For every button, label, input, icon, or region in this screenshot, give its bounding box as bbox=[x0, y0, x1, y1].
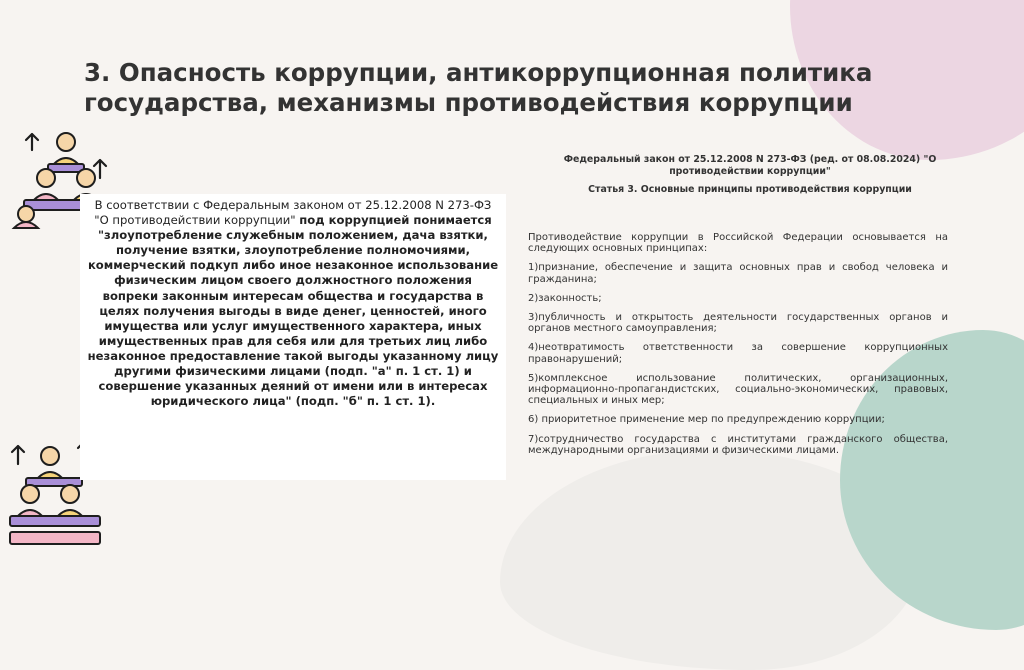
article-title: Статья 3. Основные принципы противодействия коррупции bbox=[588, 184, 912, 195]
corruption-definition: под коррупцией понимается "злоупотребление служебным положением, дача взятки, получение взятки, злоупотребление полномочиями, коммерческий подкуп либо иное незаконное использование физическим лицом своего должностного положения вопреки законным интересам общества и государства в целях получения выгоды в виде денег, ценностей, иного имущества или услуг имущественного характера, иных имущественных прав для себя или для третьих лиц либо незаконное предоставление такой выгоды указанному лицу другими физическими лицами (подп. "а" п. 1 ст. 1) и совершение указанных деяний от имени или в интересах юридического лица" (подп. "б" п. 1 ст. 1). bbox=[87, 213, 499, 409]
principle-item: 7)сотрудничество государства с институтами гражданского общества, международными организациями и физическими лицами. bbox=[528, 433, 948, 456]
slide-title: 3. Опасность коррупции, антикоррупционная политика государства, механизмы противодействия коррупции bbox=[84, 58, 873, 117]
principle-item: 1)признание, обеспечение и защита основных прав и свобод человека и гражданина; bbox=[528, 262, 948, 285]
principles-list bbox=[528, 232, 948, 464]
law-header bbox=[520, 154, 980, 196]
law-title: Федеральный закон от 25.12.2008 N 273-ФЗ (ред. от 08.08.2024) "О противодействии коррупции" bbox=[563, 154, 937, 177]
principle-item: 6) приоритетное применение мер по предупреждению коррупции; bbox=[528, 414, 885, 426]
principle-item: 2)законность; bbox=[528, 292, 602, 304]
principle-item: 5)комплексное использование политических, организационных, информационно-пропагандистских, социально-экономических, правовых, специальных и иных мер; bbox=[528, 372, 948, 407]
principle-item: 3)публичность и открытость деятельности государственных органов и органов местного самоуправления; bbox=[528, 312, 948, 335]
principles-intro: Противодействие коррупции в Российской Федерации основывается на следующих основных принципах: bbox=[528, 232, 948, 255]
corruption-definition-box bbox=[80, 194, 506, 480]
definition-intro: В соответствии с Федеральным законом от 25.12.2008 N 273-ФЗ "О противодействии коррупции" bbox=[94, 198, 492, 228]
principle-item: 4)неотвратимость ответственности за совершение коррупционных правонарушений; bbox=[528, 342, 948, 365]
